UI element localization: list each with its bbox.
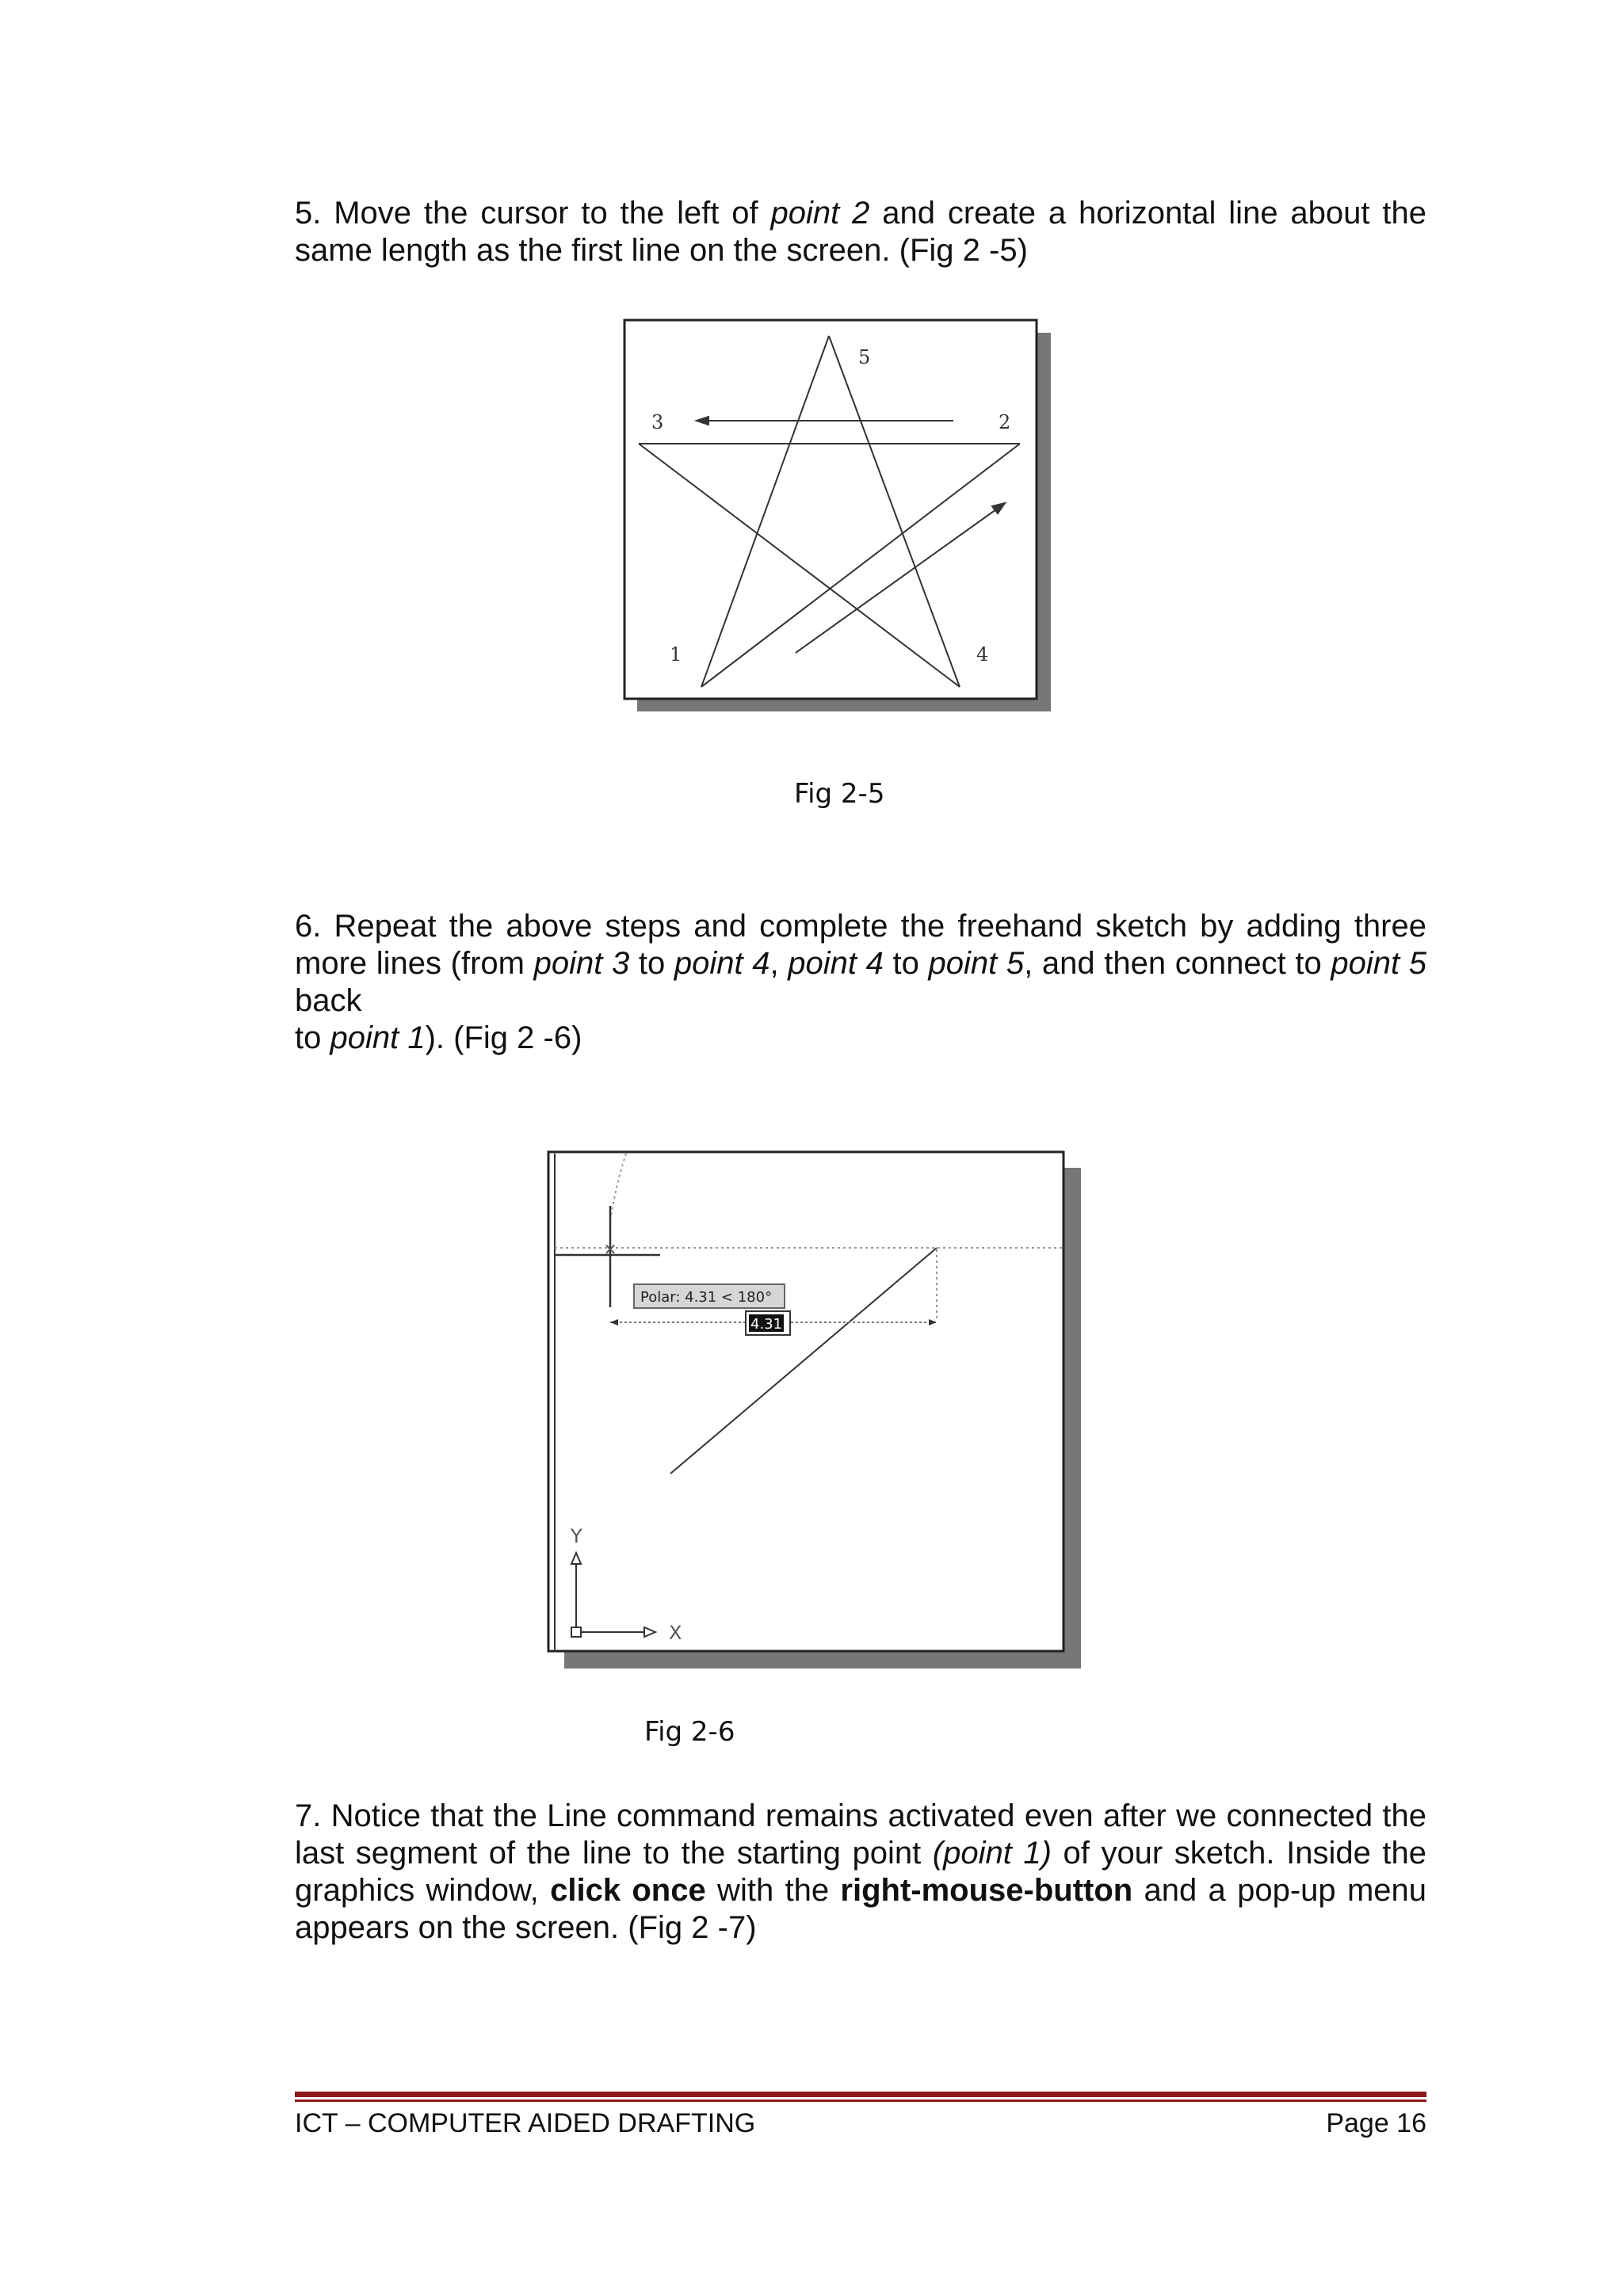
fig-2-6-polar-tracking-screen [547, 1150, 1083, 1670]
step-6-paragraph [295, 908, 1426, 1057]
bold-text: right-mouse-button [840, 1873, 1133, 1908]
step-7-paragraph [295, 1798, 1426, 1947]
emphasis: point 5 [1331, 946, 1427, 981]
ucs-y-label: Y [571, 1525, 582, 1547]
fig-2-5-caption: Fig 2-5 [794, 778, 885, 810]
text: to [883, 946, 929, 981]
ucs-origin-box [571, 1627, 581, 1637]
text: of your sketch. Inside the graphics window, [295, 1836, 1426, 1908]
footer-rule-thick [295, 2092, 1426, 2097]
footer-rule [295, 2092, 1426, 2103]
text: , and then connect to [1024, 946, 1331, 981]
emphasis: point 4 [674, 946, 770, 981]
point-5-label: 5 [858, 346, 871, 368]
text: , [769, 946, 789, 981]
emphasis: point 5 [928, 946, 1025, 981]
fig-2-5-star-sketch [623, 318, 1057, 716]
text: and create a horizontal line about the same length as the first line on the screen. (Fig 2 -5) [295, 196, 1426, 268]
figure-frame [624, 320, 1037, 699]
fig-2-6-caption: Fig 2-6 [644, 1716, 735, 1748]
polar-tooltip-text: Polar: 4.31 < 180° [640, 1289, 773, 1306]
text: 6. Repeat the above steps and complete the freehand sketch by adding three more lines (from [295, 909, 1426, 981]
point-3-label: 3 [651, 411, 664, 433]
text: 5. Move the cursor to the left of [295, 196, 771, 231]
bold-text: click once [550, 1873, 706, 1908]
point-1-label: 1 [670, 643, 682, 666]
figure-frame [548, 1152, 1064, 1651]
footer-title: ICT – COMPUTER AIDED DRAFTING [295, 2108, 756, 2138]
footer-rule-thin [295, 2100, 1426, 2102]
emphasis: point 3 [533, 946, 630, 981]
footer-page-number: Page 16 [1326, 2108, 1426, 2138]
step-5-paragraph [295, 195, 1426, 269]
text: to [629, 946, 674, 981]
text: back [295, 983, 362, 1018]
emphasis: point 4 [788, 946, 884, 981]
emphasis: point 2 [770, 196, 870, 231]
text: with the [705, 1873, 841, 1908]
point-2-label: 2 [999, 411, 1011, 433]
text: 7. Notice that the Line command remains activated even after we connected the last segment of the line to the starting point [295, 1798, 1426, 1871]
text: to [295, 1020, 330, 1055]
ucs-x-label: X [669, 1622, 682, 1644]
point-4-label: 4 [976, 643, 989, 666]
dynamic-input-value: 4.31 [750, 1316, 783, 1333]
snap-marker-icon: ✕ [603, 1240, 617, 1259]
text: and a pop-up menu appears on the screen. (Fig 2 -7) [295, 1873, 1427, 1945]
emphasis: (point 1) [932, 1836, 1052, 1871]
emphasis: point 1 [330, 1020, 426, 1055]
text: ). (Fig 2 -6) [425, 1020, 582, 1055]
